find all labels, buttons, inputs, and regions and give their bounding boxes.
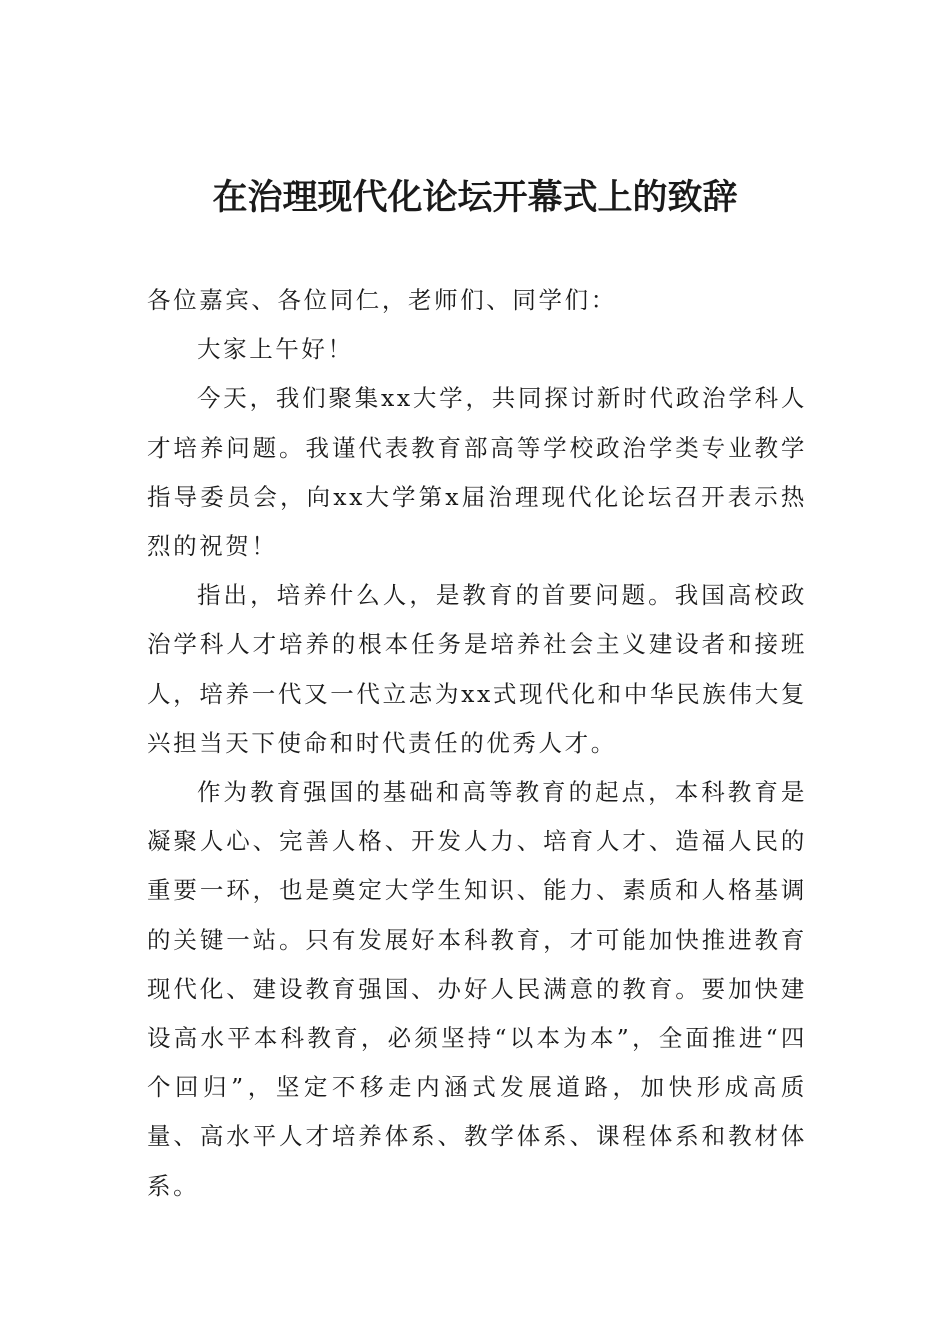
document-title: 在治理现代化论坛开幕式上的致辞 bbox=[212, 177, 738, 218]
paragraph: 指出，培养什么人，是教育的首要问题。我国高校政治学科人才培养的根本任务是培养社会主义建设者和接班人，培养一代又一代立志为xx式现代化和中华民族伟大复兴担当天下使命和时代责任的优秀人才。 bbox=[147, 581, 807, 757]
salutation: 各位嘉宾、各位同仁，老师们、同学们： bbox=[147, 286, 617, 314]
paragraph: 作为教育强国的基础和高等教育的起点，本科教育是凝聚人心、完善人格、开发人力、培育人才、造福人民的重要一环，也是奠定大学生知识、能力、素质和人格基调的关键一站。只有发展好本科教育，才可能加快推进教育现代化、建设教育强国、办好人民满意的教育。要加快建设高水平本科教育，必须坚持“以本为本”，全面推进“四个回归”，坚定不移走内涵式发展道路，加快形成高质量、高水平人才培养体系、教学体系、课程体系和教材体系。 bbox=[147, 778, 807, 1200]
paragraph: 今天，我们聚集xx大学，共同探讨新时代政治学科人才培养问题。我谨代表教育部高等学校政治学类专业教学指导委员会，向xx大学第x届治理现代化论坛召开表示热烈的祝贺！ bbox=[147, 384, 807, 561]
document-body bbox=[147, 276, 807, 1211]
greeting: 大家上午好！ bbox=[197, 335, 354, 364]
